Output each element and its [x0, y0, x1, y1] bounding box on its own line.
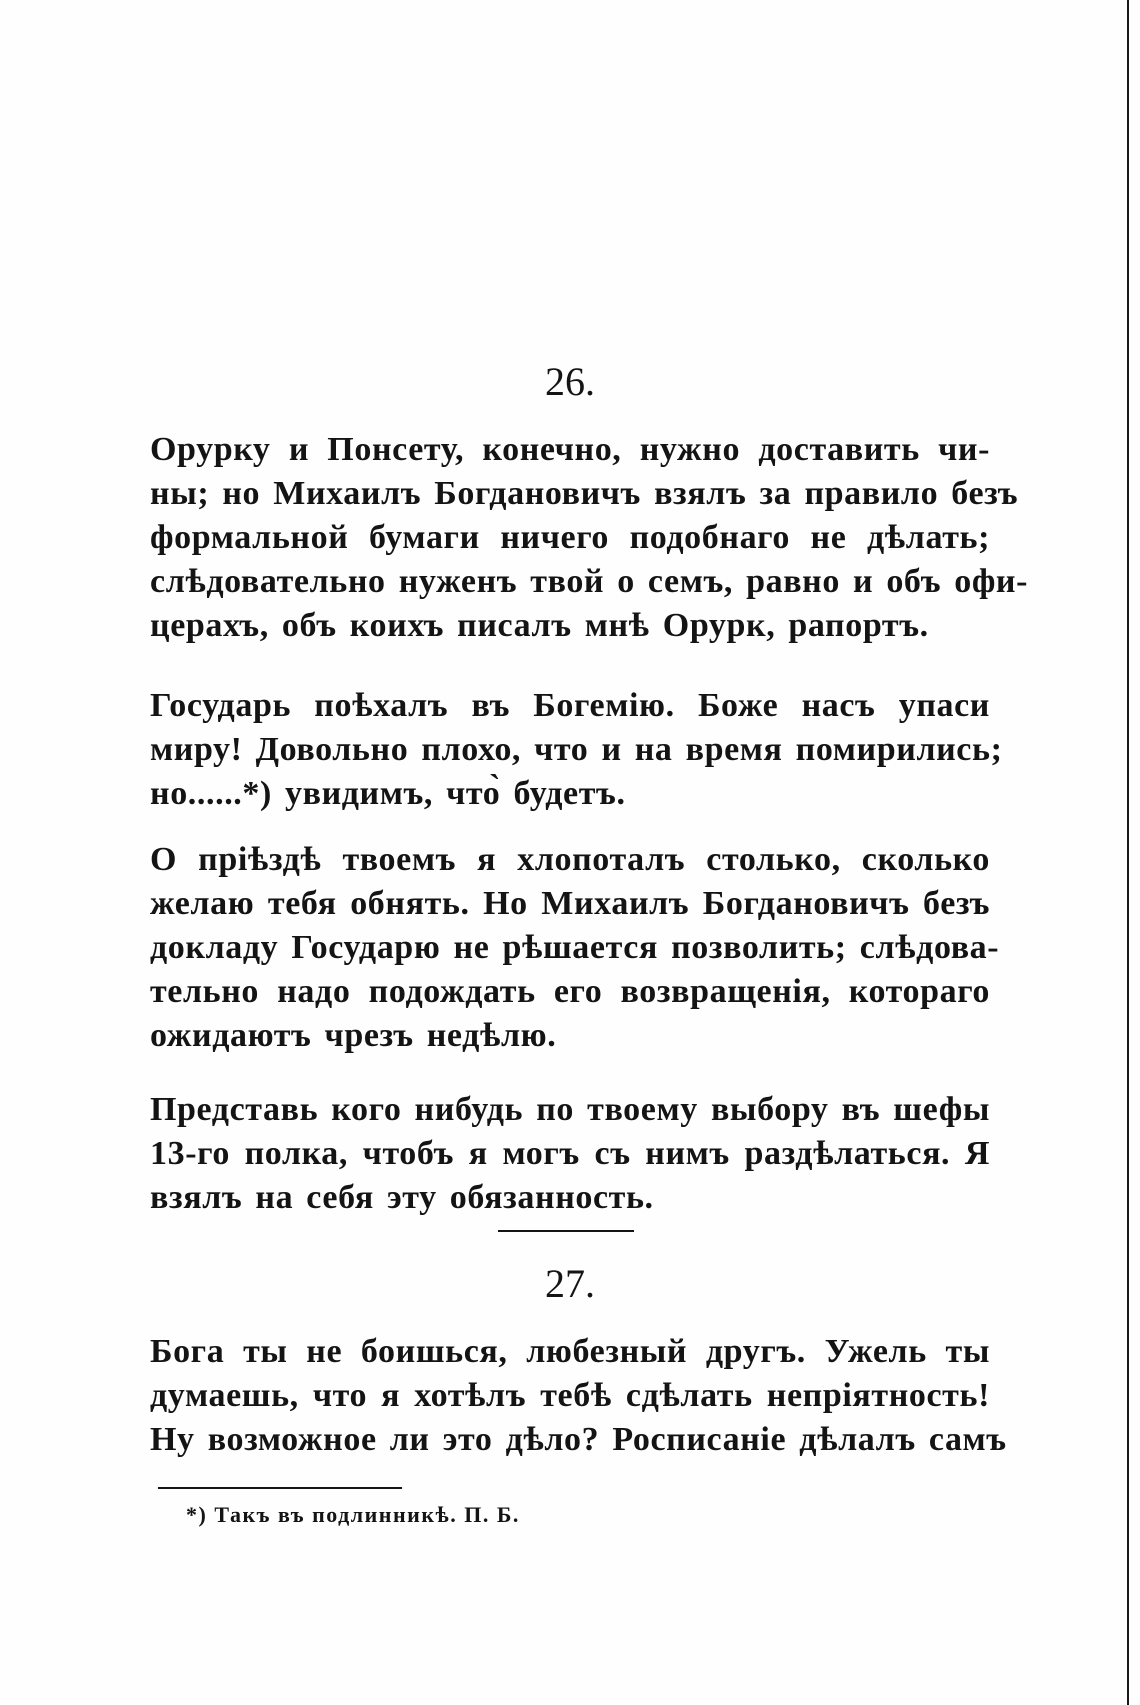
letter-27-paragraph-1 [150, 1330, 1007, 1462]
text-line: докладу Государю не рѣшается позволить; слѣдова- [150, 929, 1000, 966]
letter-26-paragraph-1 [150, 428, 1029, 648]
text-line: но......*) увидимъ, что̀ будетъ. [150, 775, 626, 812]
page-edge [1127, 0, 1129, 1705]
letter-number-27: 27. [545, 1261, 595, 1306]
letter-26-paragraph-4 [150, 1088, 990, 1220]
text-line: Бога ты не боишься, любезный другъ. Ужель ты [150, 1333, 990, 1370]
section-divider [498, 1230, 634, 1232]
letter-26-paragraph-2 [150, 684, 1003, 816]
text-line: 13-го полка, чтобъ я могъ съ нимъ раздѣлаться. Я [150, 1135, 990, 1172]
letter-26-paragraph-3 [150, 838, 1000, 1058]
text-line: Представь кого нибудь по твоему выбору въ шефы [150, 1091, 990, 1128]
text-line: думаешь, что я хотѣлъ тебѣ сдѣлать непріятность! [150, 1377, 990, 1414]
text-line: взялъ на себя эту обязанность. [150, 1179, 654, 1216]
text-line: Ну возможное ли это дѣло? Росписаніе дѣлалъ самъ [150, 1421, 1007, 1458]
text-line: ожидаютъ чрезъ недѣлю. [150, 1017, 557, 1054]
footnote-divider [158, 1487, 402, 1489]
text-line: ны; но Михаилъ Богдановичъ взялъ за правило безъ [150, 475, 1019, 512]
text-line: слѣдовательно нуженъ твой о семъ, равно и объ офи- [150, 563, 1029, 600]
footnote: *) Такъ въ подлинникѣ. П. Б. [186, 1502, 520, 1527]
text-line: О пріѣздѣ твоемъ я хлопоталъ столько, сколько [150, 841, 990, 878]
letter-number-26: 26. [545, 359, 595, 404]
text-line: Орурку и Понсету, конечно, нужно доставить чи- [150, 431, 990, 468]
text-line: церахъ, объ коихъ писалъ мнѣ Орурк, рапортъ. [150, 607, 929, 644]
text-line: формальной бумаги ничего подобнаго не дѣлать; [150, 519, 990, 556]
text-line: желаю тебя обнять. Но Михаилъ Богдановичъ безъ [150, 885, 990, 922]
text-line: миру! Довольно плохо, что и на время помирились; [150, 731, 1003, 768]
text-line: Государь поѣхалъ въ Богемію. Боже насъ упаси [150, 687, 990, 724]
text-line: тельно надо подождать его возвращенія, котораго [150, 973, 990, 1010]
